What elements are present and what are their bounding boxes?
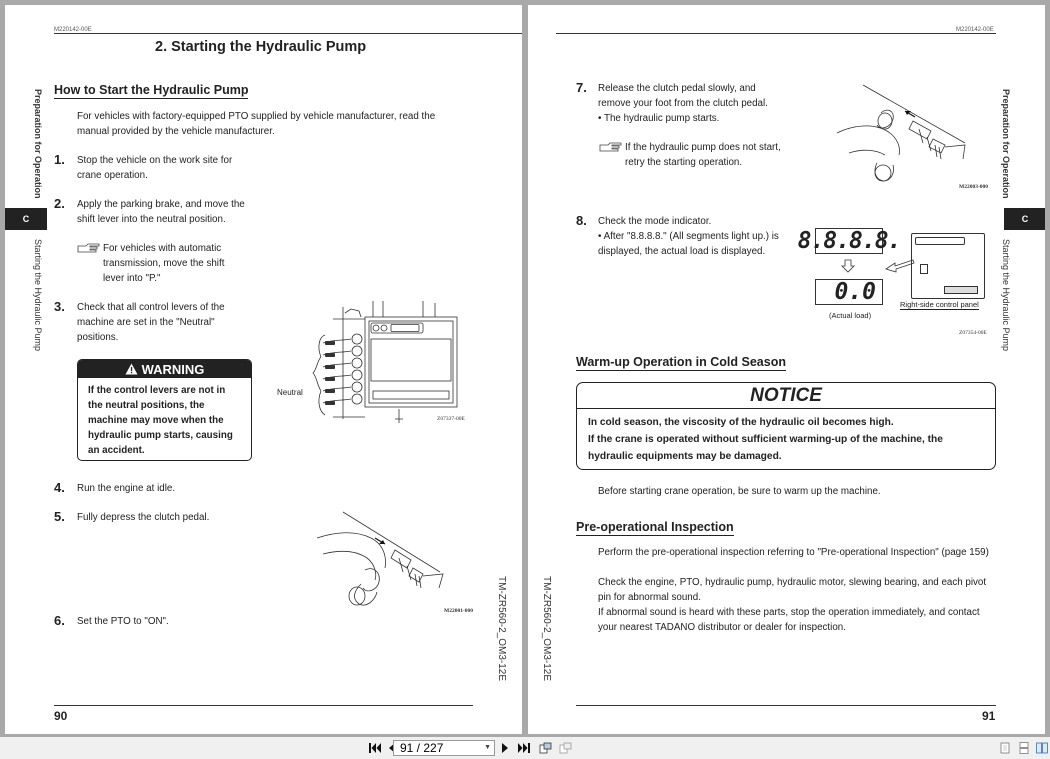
note-text: If the hydraulic pump does not start, retry the starting operation. [625, 142, 781, 168]
doc-code: M220142-00E [956, 27, 994, 33]
segment-display-actual: 0.0 [815, 279, 883, 305]
continuous-page-icon[interactable] [1018, 742, 1030, 754]
step-number: 7. [576, 80, 587, 95]
figure-code: Z07337-00E [437, 416, 465, 422]
warmup-text: Before starting crane operation, be sure to warm up the machine. [598, 486, 881, 497]
clutch-pedal-illustration [315, 510, 475, 615]
next-page-button[interactable] [500, 741, 510, 755]
down-arrow-icon [841, 259, 855, 273]
doc-code: M220142-00E [54, 27, 92, 33]
preop-text: If abnormal sound is heard with these parts, stop the operation immediately, and contact your nearest TADANO distributor or dealer for inspection. [598, 607, 980, 633]
step-text: Stop the vehicle on the work site for crane operation. [77, 155, 233, 181]
page-number: 90 [54, 709, 68, 723]
side-subsection-label: Starting the Hydraulic Pump [33, 239, 43, 352]
page-number-value: 91 / 227 [400, 741, 444, 755]
section-heading: Pre-operational Inspection [576, 520, 734, 534]
figure-code: M22003-000 [959, 184, 989, 190]
step-text: Release the clutch pedal slowly, and remove your foot from the clutch pedal. [598, 83, 768, 109]
step-text: Check that all control levers of the machine are set in the "Neutral" positions. [77, 302, 225, 343]
warning-box [77, 359, 252, 461]
warning-triangle-icon [125, 363, 138, 375]
first-page-icon [369, 743, 381, 753]
figure-code: Z07354-00E [959, 330, 987, 336]
header-rule [556, 33, 996, 34]
clutch-release-figure [833, 83, 998, 193]
section-tab: C [5, 208, 47, 230]
header-rule [54, 33, 522, 34]
control-levers-figure [273, 299, 473, 427]
note-text: For vehicles with automatic transmission, move the shift lever into "P." [103, 243, 225, 284]
pointing-hand-icon [599, 142, 623, 153]
pointing-hand-icon [77, 243, 101, 254]
page-title: 2. Starting the Hydraulic Pump [155, 39, 367, 55]
notice-box [576, 382, 996, 470]
side-section-label: Preparation for Operation [1001, 89, 1011, 199]
footer-rule [576, 705, 996, 706]
single-page-icon[interactable] [999, 742, 1011, 754]
step-number: 5. [54, 509, 65, 524]
facing-pages-icon[interactable] [1036, 742, 1048, 754]
side-subsection-label: Starting the Hydraulic Pump [1001, 239, 1011, 352]
notice-title: NOTICE [577, 383, 995, 409]
step-number: 3. [54, 299, 65, 314]
doc-number: TM-ZR560-2_OM3-12E [496, 576, 507, 682]
figure-code: M22001-000 [444, 608, 474, 614]
actual-load-label: (Actual load) [829, 311, 872, 320]
page-number: 91 [982, 709, 996, 723]
step-number: 6. [54, 613, 65, 628]
doc-number: TM-ZR560-2_OM3-12E [541, 576, 552, 682]
thumbnail-button[interactable] [558, 741, 572, 755]
first-page-button[interactable] [368, 741, 382, 755]
intro-text: For vehicles with factory-equipped PTO supplied by vehicle manufacturer, read the manual provided by the vehicle manufacturer. [77, 111, 436, 137]
last-page-button[interactable] [517, 741, 531, 755]
step-text: Fully depress the clutch pedal. [77, 512, 210, 523]
step-number: 4. [54, 480, 65, 495]
thumbnail-icon [559, 742, 572, 754]
page-number-field[interactable] [393, 740, 495, 756]
side-section-label: Preparation for Operation [33, 89, 43, 199]
step-text: Set the PTO to "ON". [77, 616, 169, 627]
step-number: 1. [54, 152, 65, 167]
step-text: Run the engine at idle. [77, 483, 176, 494]
left-page [5, 5, 522, 734]
control-panel-label: Right-side control panel [900, 300, 979, 309]
segment-display-all: 8.8.8.8. [797, 228, 901, 254]
bullet-text: • After "8.8.8.8." (All segments light up.) is displayed, the actual load is displayed. [598, 231, 779, 257]
clutch-release-illustration [833, 83, 998, 193]
bullet-text: • The hydraulic pump starts. [598, 113, 720, 124]
next-page-icon [502, 743, 509, 753]
preop-text: Check the engine, PTO, hydraulic pump, hydraulic motor, slewing bearing, and each pivot pin for abnormal sound. [598, 577, 987, 603]
right-side-control-panel [911, 233, 985, 299]
notice-text [577, 409, 995, 470]
clutch-pedal-figure [315, 510, 475, 615]
warning-title: WARNING [141, 361, 205, 377]
section-heading: Warm-up Operation in Cold Season [576, 355, 786, 369]
step-number: 8. [576, 213, 587, 228]
step-number: 2. [54, 196, 65, 211]
warning-header [78, 360, 251, 378]
neutral-label: Neutral [277, 388, 303, 397]
preop-text: Perform the pre-operational inspection referring to "Pre-operational Inspection" (page 159) [598, 547, 989, 558]
footer-rule [54, 705, 473, 706]
notice-line: In cold season, the viscosity of the hydraulic oil becomes high. [588, 417, 894, 428]
section-heading: How to Start the Hydraulic Pump [54, 83, 249, 97]
warning-text: If the control levers are not in the neutral positions, the machine may move when the hydraulic pump starts, causing an accident. [88, 385, 233, 456]
dropdown-icon: ▼ [484, 744, 491, 751]
step-text: Check the mode indicator. [598, 216, 712, 227]
mode-indicator-figure [797, 225, 1001, 340]
rotate-icon [539, 742, 552, 754]
notice-line: If the crane is operated without sufficient warming-up of the machine, the hydraulic equipments may be damaged. [588, 434, 943, 462]
step-text: Apply the parking brake, and move the shift lever into the neutral position. [77, 199, 245, 225]
right-page [528, 5, 1045, 734]
last-page-icon [518, 743, 530, 753]
rotate-button[interactable] [538, 741, 552, 755]
section-tab: C [1004, 208, 1045, 230]
control-levers-illustration [273, 299, 473, 427]
viewer-toolbar [0, 737, 1050, 759]
